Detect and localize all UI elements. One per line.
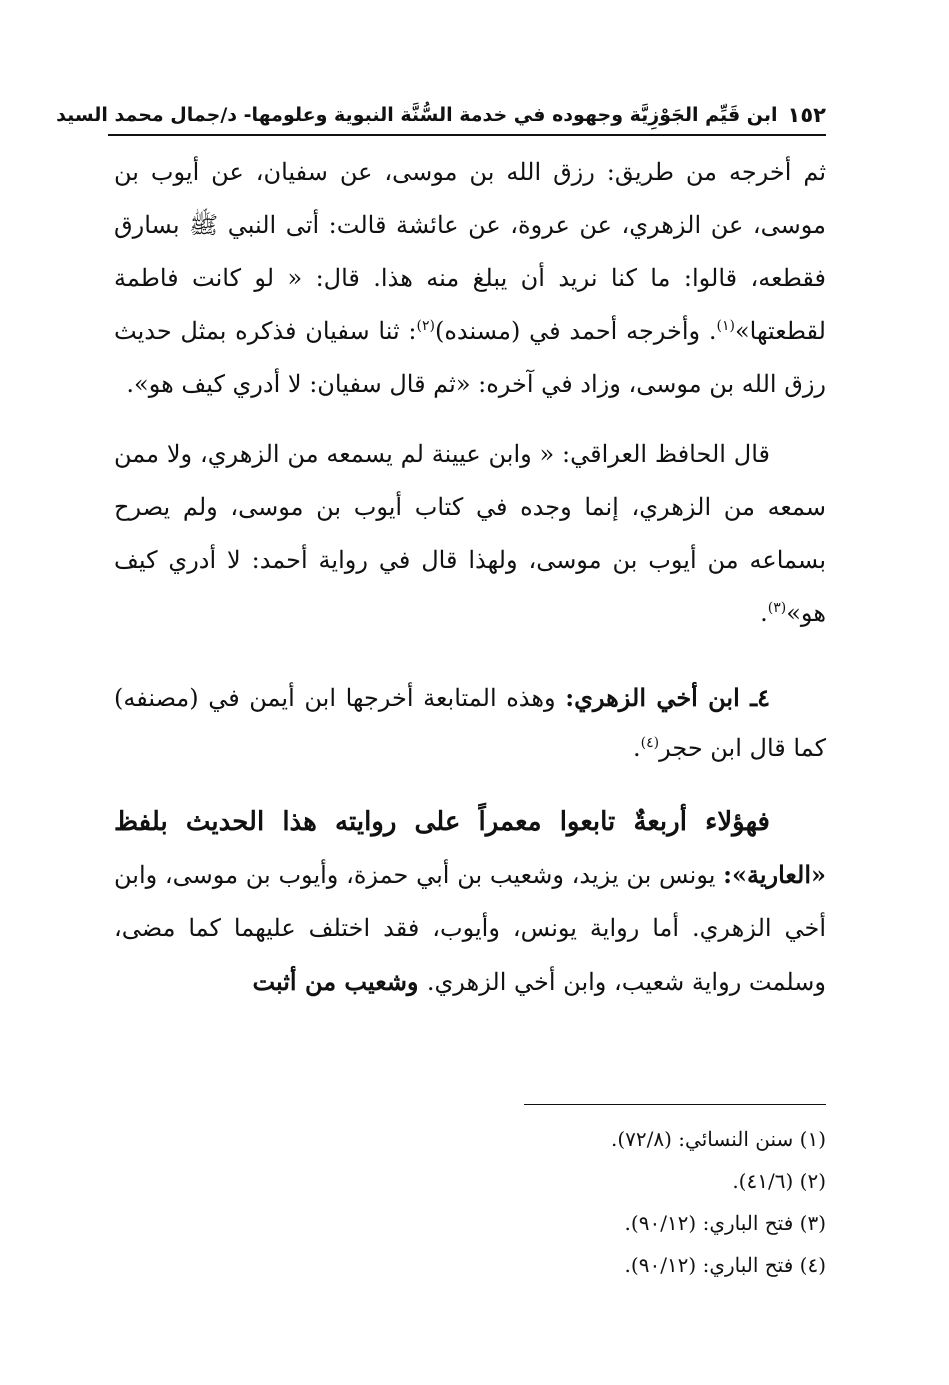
paragraph-3-end: . [632,734,641,762]
paragraph-3-label: ٤ـ ابن أخي الزهري: [565,683,770,712]
footnote-ref-3: (٣) [767,600,787,616]
paragraph-4-label: «العارية»: [723,860,826,889]
footnote-separator [524,1104,826,1105]
footnote-ref-2: (٢) [416,318,435,334]
page-number: ١٥٢ [787,103,826,127]
header-rule [108,134,826,136]
footnote-ref-4: (٤) [640,735,660,751]
footnote-3: (٣) فتح الباري: (٩٠/١٢). [624,1211,826,1235]
paragraph-1 [114,146,826,411]
footnotes [400,1118,826,1286]
paragraph-2-text: قال الحافظ العراقي: « وابن عيينة لم يسمعه من الزهري، ولا ممن سمعه من الزهري، إنما وجده في كتاب أيوب بن موسى، ولم يصرح بسماعه من أيوب بن موسى، ولهذا قال في رواية أحمد: لا أدري كيف هو» [114,440,826,627]
paragraph-2-end: . [760,599,768,627]
paragraph-4 [114,848,826,1009]
section-heading: فهؤلاء أربعةٌ تابعوا معمراً على روايته هذا الحديث بلفظ [114,807,770,837]
paragraph-1-text: ثم أخرجه من طريق: رزق الله بن موسى، عن سفيان، عن أيوب بن موسى، عن الزهري، عن عروة، عن عائشة قالت: أتى النبي ﷺ بسارق فقطعه، قالوا: ما كنا نريد أن يبلغ منه هذا. قال: « لو كانت فاطمة لقطعتها» [114,158,826,345]
footnote-1: (١) سنن النسائي: (٧٢/٨). [611,1127,826,1151]
paragraph-3 [114,673,826,773]
running-header [56,96,826,134]
footnote-2: (٢) (٤١/٦). [732,1169,826,1193]
paragraph-2 [114,428,826,640]
running-title: ابن قَيِّم الجَوْزِيَّة وجهوده في خدمة السُّنَّة النبوية وعلومها- د/جمال محمد السيد [56,104,778,126]
footnote-4: (٤) فتح الباري: (٩٠/١٢). [624,1253,826,1277]
footnote-ref-1: (١) [716,318,735,334]
paragraph-4-bold-end: وشعيب من أثبت [252,967,427,996]
paragraph-4-text: يونس بن يزيد، وشعيب بن أبي حمزة، وأيوب بن موسى، وابن أخي الزهري. أما رواية يونس، وأيوب، فقد اختلف عليهما كما مضى، وسلمت رواية شعيب، وابن أخي الزهري. [114,861,826,996]
paragraph-1-text-c: : ثنا سفيان فذكره بمثل حديث رزق الله بن موسى، وزاد في آخره: «ثم قال سفيان: لا أدري كيف هو». [114,317,826,398]
paragraph-1-text-b: . وأخرجه أحمد في (مسنده) [434,317,717,345]
paragraph-3-text: وهذه المتابعة أخرجها ابن أيمن في (مصنفه) كما قال ابن حجر [114,684,826,762]
